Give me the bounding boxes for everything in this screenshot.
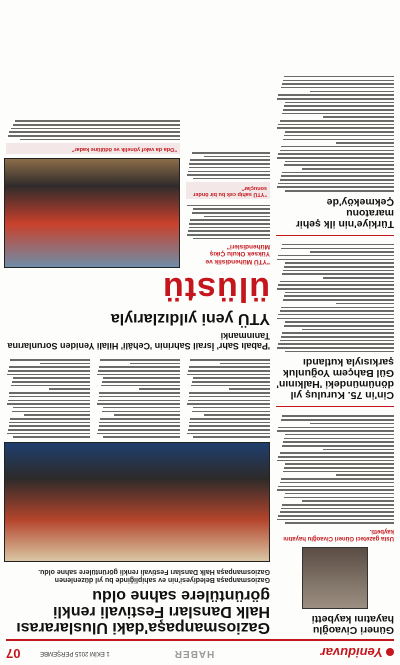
text-line xyxy=(12,411,90,413)
second-headline: YTÜ yeni yıldızlarıyla xyxy=(110,309,270,327)
text-line xyxy=(7,433,90,435)
text-line xyxy=(8,135,180,137)
text-line xyxy=(189,392,270,394)
text-line xyxy=(188,171,270,173)
text-line xyxy=(277,259,394,261)
second-kicker: 'Pabalı Sahr' İsrail Sahrinin 'Cehâli' Hilali Yeniden Sorunlarına Tanınmanki xyxy=(7,330,270,351)
text-line xyxy=(187,234,270,236)
text-line xyxy=(285,493,394,495)
text-line xyxy=(191,385,270,387)
text-line xyxy=(189,167,270,169)
text-line xyxy=(103,407,180,409)
text-line xyxy=(187,205,270,207)
text-line xyxy=(285,262,394,264)
text-line xyxy=(285,102,394,104)
text-line xyxy=(99,366,180,368)
text-line xyxy=(278,314,394,316)
text-line xyxy=(278,515,394,517)
text-line xyxy=(97,374,180,376)
text-line xyxy=(283,270,394,272)
text-line xyxy=(284,76,394,78)
text-line xyxy=(282,83,394,85)
text-line xyxy=(285,190,394,192)
text-line xyxy=(277,489,394,491)
main-body-col-3 xyxy=(6,357,90,438)
text-line xyxy=(281,508,394,510)
text-line xyxy=(97,433,180,435)
text-line xyxy=(20,139,180,141)
separator xyxy=(276,406,394,407)
second-headline-red: ülüstü xyxy=(162,269,270,308)
text-line xyxy=(8,370,90,372)
text-line xyxy=(278,124,394,126)
main-body-col-2 xyxy=(96,357,180,438)
text-line xyxy=(283,441,394,443)
text-line xyxy=(285,522,394,524)
main-body-columns xyxy=(6,357,270,438)
text-line xyxy=(282,332,394,334)
text-line xyxy=(280,511,394,513)
text-line xyxy=(277,98,394,100)
text-line xyxy=(277,347,394,349)
text-line xyxy=(189,396,270,398)
text-line xyxy=(278,284,394,286)
text-line xyxy=(278,94,394,96)
text-line xyxy=(7,403,90,405)
text-line xyxy=(13,124,180,126)
text-line xyxy=(193,436,270,438)
text-line xyxy=(11,128,180,130)
text-line xyxy=(98,429,180,431)
text-line xyxy=(189,223,270,225)
text-line xyxy=(9,392,90,394)
text-line xyxy=(190,359,270,361)
portrait-photo xyxy=(302,547,368,609)
text-line xyxy=(277,430,394,432)
brand-logo xyxy=(321,645,394,660)
text-line xyxy=(278,255,394,257)
brand-name: Yeniduvar xyxy=(320,645,383,660)
text-line xyxy=(10,418,90,420)
story3-body xyxy=(276,413,394,524)
text-line xyxy=(310,91,394,93)
text-line xyxy=(9,366,90,368)
text-line xyxy=(281,248,394,250)
text-line xyxy=(280,281,394,283)
text-line xyxy=(98,370,180,372)
text-line xyxy=(281,307,394,309)
text-line xyxy=(193,407,270,409)
text-line xyxy=(283,80,394,82)
text-line xyxy=(277,318,394,320)
main-body-text xyxy=(186,357,270,438)
section-label: HABER xyxy=(173,648,215,659)
text-line xyxy=(189,366,270,368)
festival-photo xyxy=(4,442,270,562)
second-subhead: "YTÜ Mühendislik ve Yüksek Okulu Çıkış Mühendisleri" xyxy=(205,242,270,265)
text-line xyxy=(103,436,180,438)
text-line xyxy=(101,385,180,387)
second-photo-col xyxy=(6,118,180,268)
text-line xyxy=(11,385,90,387)
main-headline: Gaziosmanpaşa'daki Uluslararası Halk Dansları Festivali renkli görüntülere sahne oldu xyxy=(16,587,270,636)
second-body-text xyxy=(6,118,180,140)
text-line xyxy=(284,135,394,137)
text-line xyxy=(187,433,270,435)
text-line xyxy=(98,400,180,402)
text-line xyxy=(188,370,270,372)
text-line xyxy=(336,303,394,305)
text-line xyxy=(220,363,270,365)
text-line xyxy=(9,131,180,133)
main-body-col-1 xyxy=(186,357,270,438)
text-line xyxy=(285,351,394,353)
text-line xyxy=(282,244,394,246)
text-line xyxy=(280,150,394,152)
text-line xyxy=(8,429,90,431)
text-line xyxy=(282,113,394,115)
text-line xyxy=(13,436,90,438)
brand-dot-icon xyxy=(386,648,394,656)
second-story-body xyxy=(6,118,270,268)
story1-title: Türkiye'nin ilk şehir maratonu Çekmeköy'de xyxy=(295,195,394,230)
text-line xyxy=(99,425,180,427)
text-line xyxy=(139,388,180,390)
text-line xyxy=(100,359,180,361)
text-line xyxy=(188,230,270,232)
text-line xyxy=(282,273,394,275)
text-line xyxy=(9,425,90,427)
text-line xyxy=(284,325,394,327)
text-line xyxy=(283,109,394,111)
text-line xyxy=(282,415,394,417)
text-line xyxy=(278,153,394,155)
text-line xyxy=(277,157,394,159)
text-line xyxy=(336,142,394,144)
text-line xyxy=(9,396,90,398)
text-line xyxy=(282,504,394,506)
text-line xyxy=(192,411,270,413)
text-line xyxy=(192,381,270,383)
text-line xyxy=(187,174,270,176)
story3-lead: Usta gazeteci Güneri Civaoğlu hayatını kaybetti. xyxy=(283,528,394,541)
text-line xyxy=(99,396,180,398)
text-line xyxy=(189,227,270,229)
text-line xyxy=(281,336,394,338)
text-line xyxy=(280,340,394,342)
text-line xyxy=(302,168,394,170)
text-line xyxy=(193,208,270,210)
text-line xyxy=(100,418,180,420)
story2-title: Cin'in 75. Kuruluş yıl dönümündeki 'Halkının' Gül Bahçem Yoğunluk şarkısıyla kutlandı xyxy=(276,356,394,402)
text-line xyxy=(285,321,394,323)
text-line xyxy=(285,463,394,465)
text-line xyxy=(284,497,394,499)
text-line xyxy=(277,186,394,188)
text-line xyxy=(283,471,394,473)
story2-body xyxy=(276,242,394,353)
text-line xyxy=(277,460,394,462)
text-line xyxy=(278,183,394,185)
text-line xyxy=(282,445,394,447)
text-line xyxy=(193,238,270,240)
text-line xyxy=(24,414,90,416)
text-line xyxy=(192,212,270,214)
text-line xyxy=(188,400,270,402)
text-line xyxy=(204,414,270,416)
text-line xyxy=(99,392,180,394)
second-body-text xyxy=(186,150,270,180)
text-line xyxy=(13,407,90,409)
text-line xyxy=(280,310,394,312)
text-line xyxy=(40,363,90,365)
text-line xyxy=(15,120,180,122)
text-line xyxy=(12,381,90,383)
sidebar-column xyxy=(276,5,394,635)
text-line xyxy=(204,156,270,158)
text-line xyxy=(277,519,394,521)
text-line xyxy=(280,120,394,122)
text-line xyxy=(283,299,394,301)
text-line xyxy=(281,478,394,480)
text-line xyxy=(310,251,394,253)
text-line xyxy=(278,456,394,458)
story3-title: Güneri Civaoğlu hayatını kaybetti xyxy=(311,613,394,636)
text-line xyxy=(7,374,90,376)
text-line xyxy=(323,277,394,279)
text-line xyxy=(278,343,394,345)
main-deck: Gaziosmanpaşa Belediyesi'nin ev sahipliğinde bu yıl düzenlenen Gaziosmanpaşa Halk Dansları Festivali renkli görüntülere sahne oldu. xyxy=(38,568,270,583)
text-line xyxy=(10,359,90,361)
issue-date: 1 EKİM 2015 PERŞEMBE xyxy=(40,650,110,656)
text-line xyxy=(103,377,180,379)
story1-body xyxy=(276,74,394,192)
text-line xyxy=(130,363,180,365)
text-line xyxy=(285,292,394,294)
text-line xyxy=(190,219,270,221)
page-number: 07 xyxy=(6,646,21,661)
text-line xyxy=(284,105,394,107)
text-line xyxy=(189,425,270,427)
text-line xyxy=(302,329,394,331)
text-line xyxy=(277,127,394,129)
text-line xyxy=(283,139,394,141)
second-body-text xyxy=(186,203,270,240)
text-line xyxy=(285,131,394,133)
text-line xyxy=(102,381,180,383)
text-line xyxy=(284,438,394,440)
text-line xyxy=(97,403,180,405)
main-body-text xyxy=(6,357,90,438)
text-line xyxy=(278,486,394,488)
text-line xyxy=(284,467,394,469)
text-line xyxy=(284,266,394,268)
text-line xyxy=(284,295,394,297)
text-line xyxy=(190,418,270,420)
text-line xyxy=(204,216,270,218)
text-line xyxy=(49,388,90,390)
text-line xyxy=(323,449,394,451)
text-line xyxy=(323,116,394,118)
second-text-col xyxy=(186,118,270,268)
text-line xyxy=(102,411,180,413)
masthead-rule xyxy=(6,639,394,641)
text-line xyxy=(302,500,394,502)
text-line xyxy=(193,178,270,180)
text-line xyxy=(282,172,394,174)
masthead xyxy=(6,643,394,661)
main-column xyxy=(6,5,270,635)
text-line xyxy=(284,164,394,166)
text-line xyxy=(278,427,394,429)
main-body-text xyxy=(96,357,180,438)
text-line xyxy=(193,377,270,379)
text-line xyxy=(190,159,270,161)
text-line xyxy=(13,377,90,379)
text-line xyxy=(281,87,394,89)
text-line xyxy=(188,429,270,431)
text-line xyxy=(187,403,270,405)
text-line xyxy=(9,422,90,424)
text-line xyxy=(336,474,394,476)
text-line xyxy=(281,175,394,177)
text-line xyxy=(99,422,180,424)
text-line xyxy=(189,163,270,165)
text-line xyxy=(192,152,270,154)
text-line xyxy=(277,288,394,290)
text-line xyxy=(229,388,270,390)
text-line xyxy=(281,419,394,421)
text-line xyxy=(281,146,394,148)
text-line xyxy=(280,179,394,181)
text-line xyxy=(114,414,180,416)
separator xyxy=(276,235,394,236)
text-line xyxy=(285,434,394,436)
text-line xyxy=(189,422,270,424)
text-line xyxy=(187,374,270,376)
text-line xyxy=(285,161,394,163)
text-line xyxy=(280,452,394,454)
text-line xyxy=(280,482,394,484)
text-line xyxy=(8,400,90,402)
graduates-photo xyxy=(4,158,180,268)
text-line xyxy=(310,423,394,425)
pull-quote-2: "Oda da vakıf yönelik ve ödülüne kadar" xyxy=(6,143,180,154)
pull-quote-1: "YTÜ sahip cek bu bir önder sonuçlar" xyxy=(186,183,270,200)
